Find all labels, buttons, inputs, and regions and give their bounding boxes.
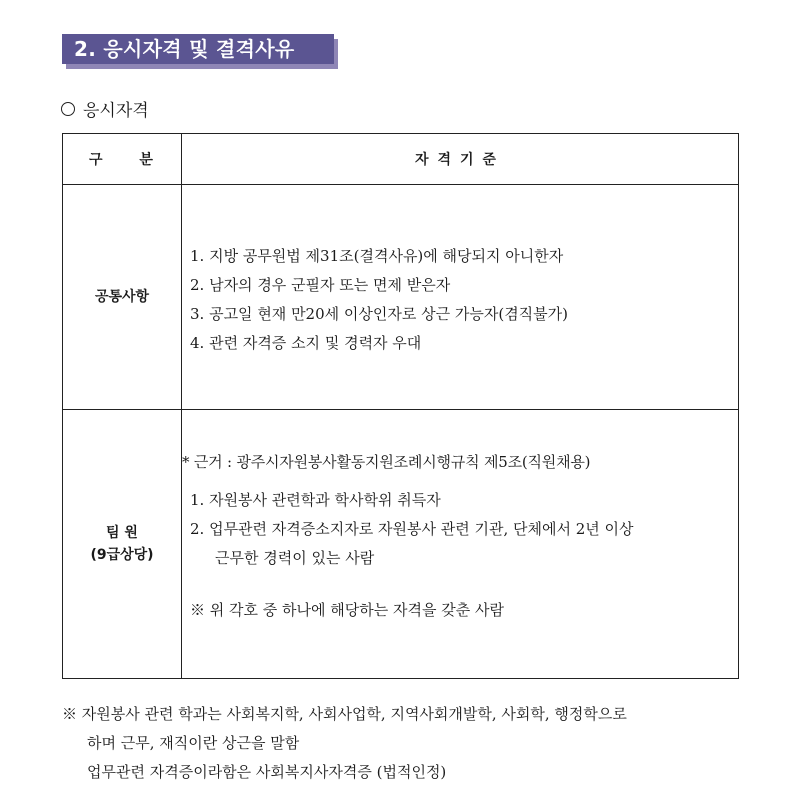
list-item: 2. 업무관련 자격증소지자로 자원봉사 관련 기관, 단체에서 2년 이상: [190, 519, 634, 538]
header-category: 구 분: [63, 134, 182, 185]
basis-note: * 근거 : 광주시자원봉사활동지원조례시행규칙 제5조(직원채용): [182, 452, 591, 471]
row-criteria: [182, 185, 739, 410]
row-category: 공통사항: [63, 185, 182, 410]
header-criteria: 자격기준: [182, 134, 739, 185]
table-header-row: [63, 134, 739, 185]
list-item: 3. 공고일 현재 만20세 이상인자로 상근 가능자(겸직불가): [190, 305, 569, 323]
footnote-line: 업무관련 자격증이라함은 사회복지사자격증 (법적인정): [87, 763, 447, 781]
list-item: 근무한 경력이 있는 사람: [215, 548, 375, 567]
subheading: [61, 96, 149, 121]
reference-note: ※ 위 각호 중 하나에 해당하는 자격을 갖춘 사람: [190, 600, 504, 619]
list-item: 4. 관련 자격증 소지 및 경력자 우대: [190, 334, 422, 352]
row-category: 팀 원 (9급상당): [63, 410, 182, 679]
circle-bullet-icon: [61, 102, 75, 116]
row-criteria: [182, 410, 739, 679]
list-item: 2. 남자의 경우 군필자 또는 면제 받은자: [190, 276, 451, 294]
table-row: [63, 185, 739, 410]
section-title: 2. 응시자격 및 결격사유: [62, 34, 334, 64]
list-item: 1. 자원봉사 관련학과 학사학위 취득자: [190, 490, 441, 509]
list-item: 1. 지방 공무원법 제31조(결격사유)에 해당되지 아니한자: [190, 247, 564, 265]
footnote-line: ※ 자원봉사 관련 학과는 사회복지학, 사회사업학, 지역사회개발학, 사회학, 행정학으로: [62, 705, 627, 723]
table-row: [63, 410, 739, 679]
footnote-line: 하며 근무, 재직이란 상근을 말함: [87, 734, 300, 752]
footnotes: [62, 700, 627, 787]
qualification-table: [62, 133, 739, 679]
subheading-text: 응시자격: [83, 101, 149, 121]
